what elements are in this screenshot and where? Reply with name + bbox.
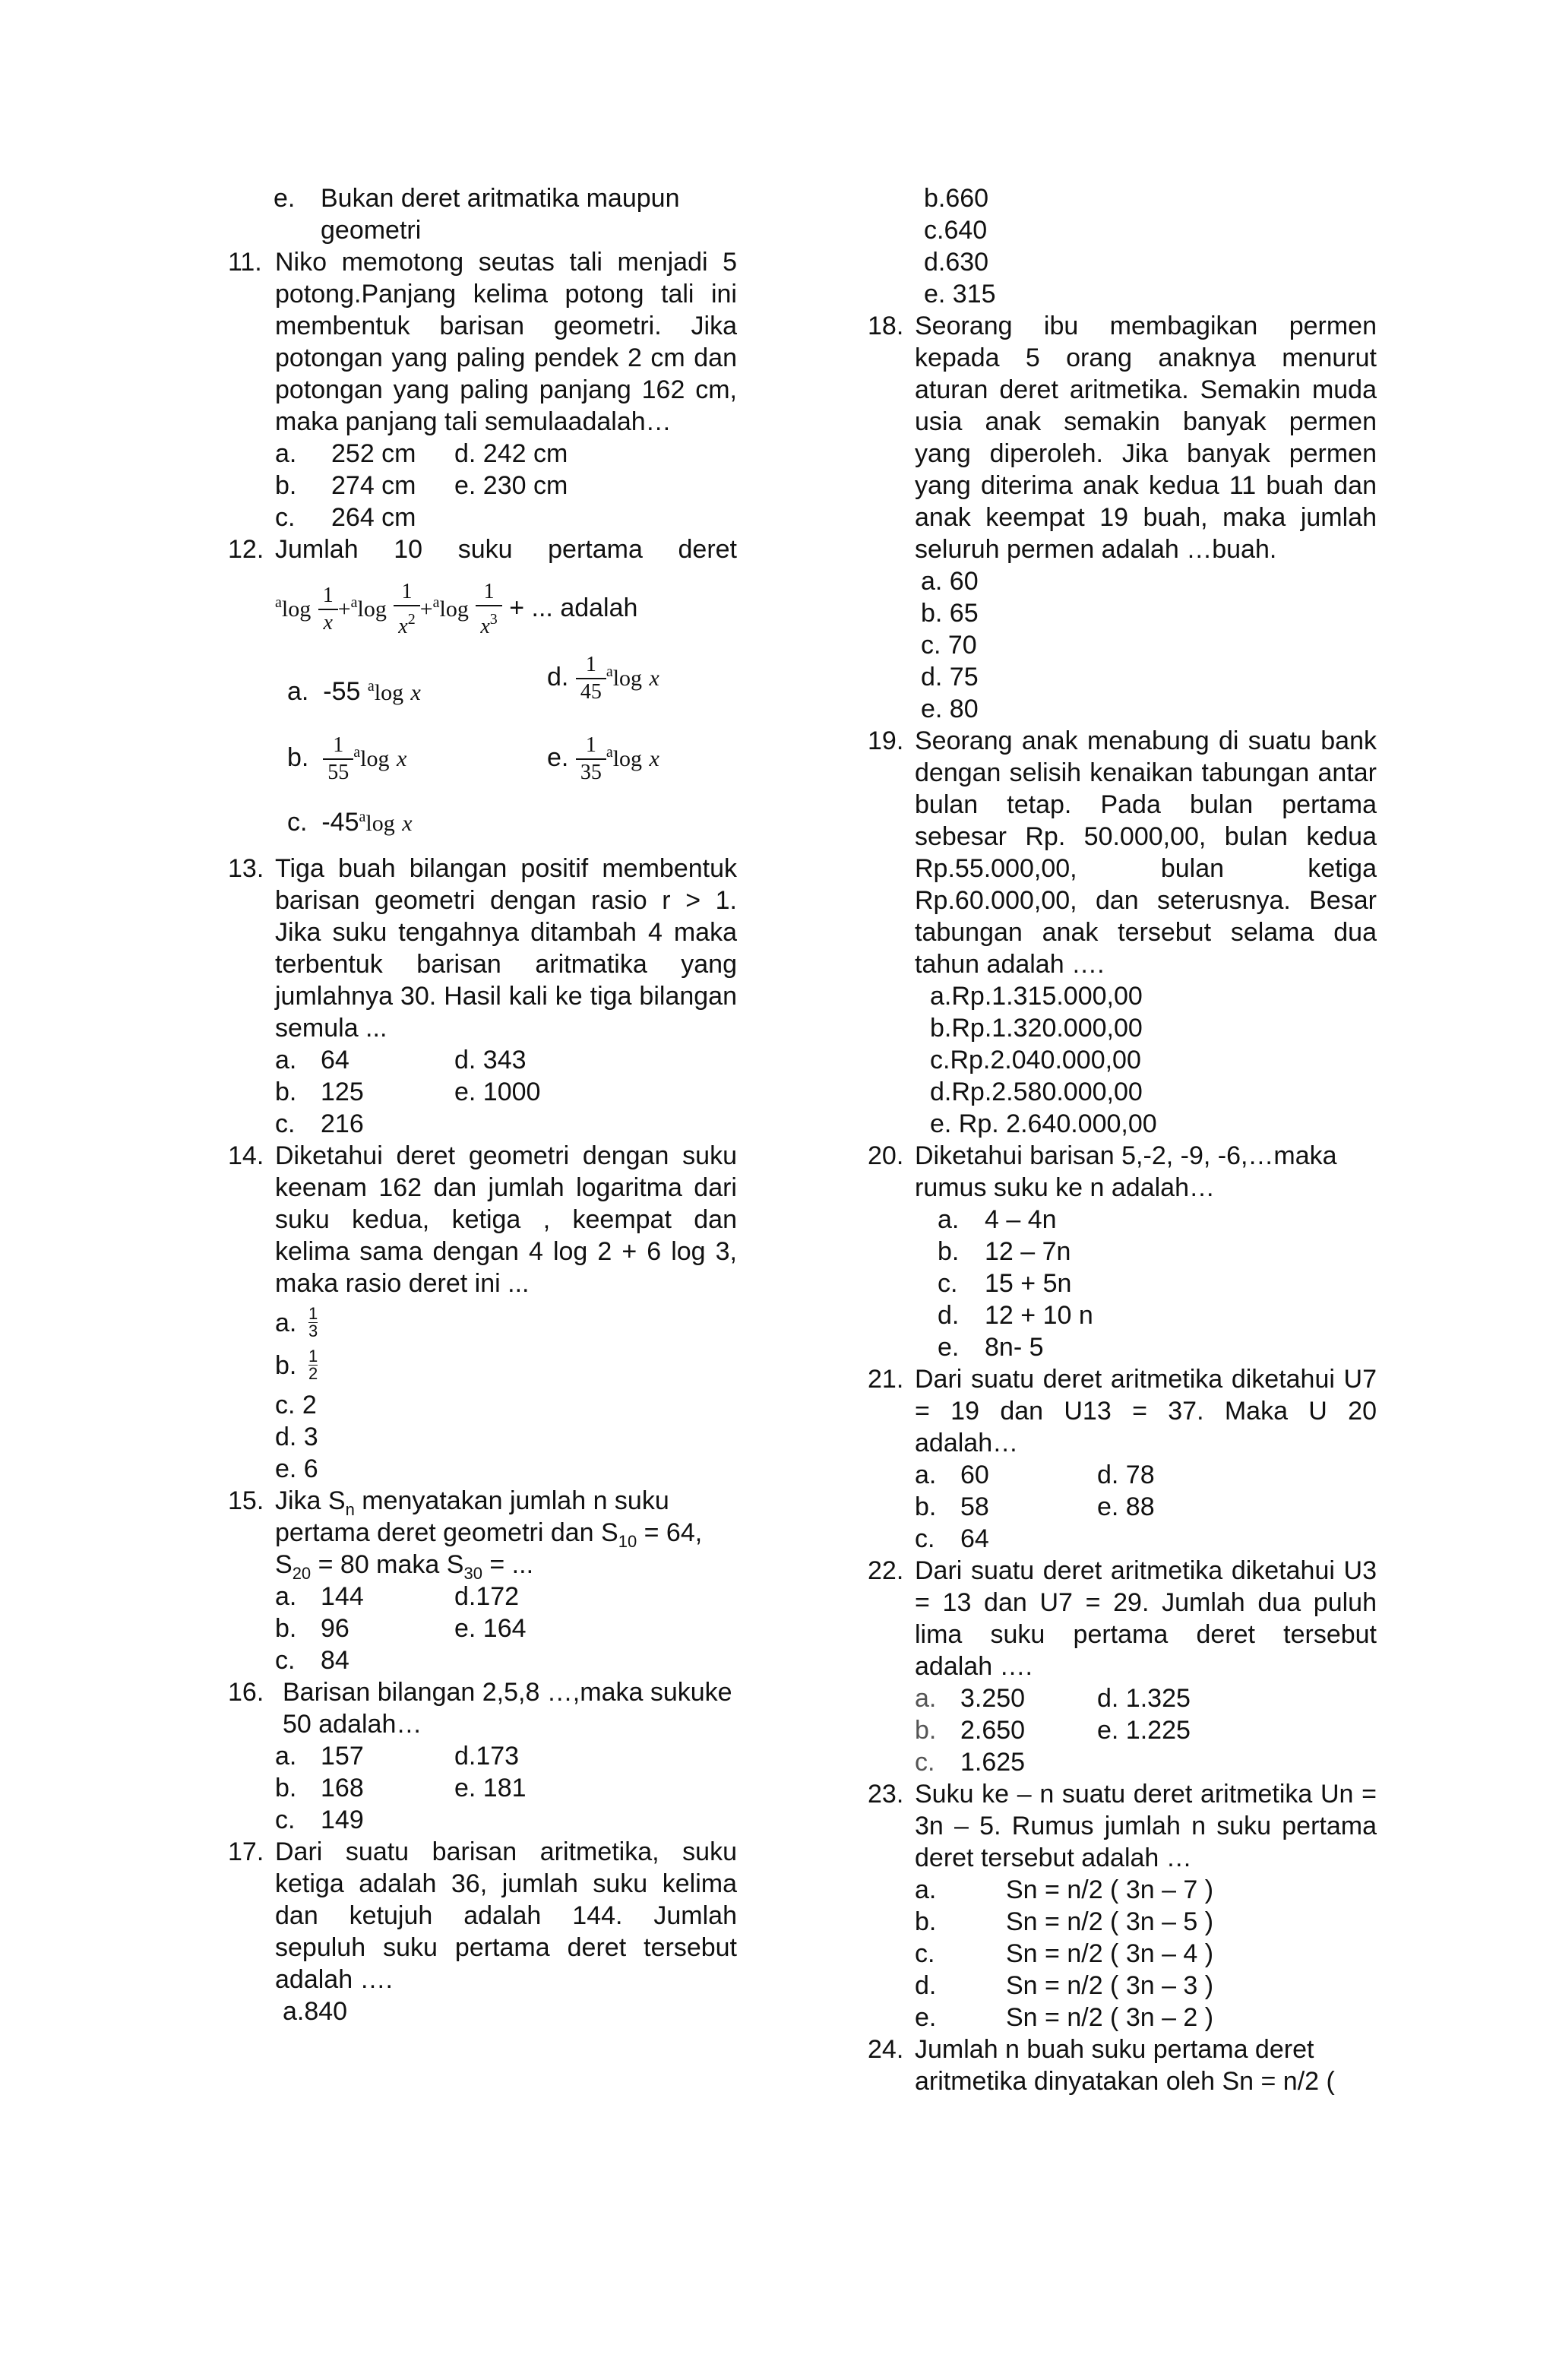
option-b — [287, 733, 406, 786]
option-row — [868, 693, 1377, 725]
option-value: 168 — [321, 1774, 364, 1802]
plus-sign: + — [337, 596, 351, 622]
option-row — [868, 246, 1377, 278]
log-argument: x — [402, 811, 413, 836]
fraction-numerator: 1 — [308, 1304, 318, 1323]
log-symbol: log — [374, 680, 404, 705]
option-alt: d. 1.325 — [1097, 1684, 1191, 1713]
option-text: e. 315 — [924, 280, 996, 309]
question-number: 22. — [868, 1556, 904, 1585]
log-argument: x — [396, 745, 407, 771]
option-text: b. 65 — [921, 599, 979, 628]
expression-tail: + ... adalah — [509, 593, 638, 622]
option-alt: d. 242 cm — [454, 439, 568, 468]
question-number: 17. — [228, 1837, 264, 1866]
option-letter: d. — [915, 1971, 937, 2000]
question-23 — [868, 1778, 1377, 1874]
option-row — [868, 1459, 1377, 1491]
option-letter: a. — [275, 1742, 297, 1771]
log-base: a — [275, 593, 282, 611]
option-text: b.Rp.1.320.000,00 — [930, 1014, 1143, 1043]
option-alt: d. 78 — [1097, 1461, 1155, 1489]
fraction-denominator: x — [398, 615, 408, 638]
option-text: d.630 — [924, 248, 989, 277]
fraction-denominator: 35 — [576, 758, 606, 786]
option-value: 3.250 — [960, 1684, 1026, 1713]
option-value: Sn = n/2 ( 3n – 2 ) — [1006, 2003, 1214, 2032]
option-alt: e. 1000 — [454, 1078, 541, 1106]
option-row — [868, 1970, 1377, 2002]
option-letter: c. — [275, 1646, 296, 1675]
option-text: Bukan deret aritmatika maupun — [321, 184, 680, 213]
option-letter: a. — [275, 1309, 297, 1337]
exponent: 2 — [407, 611, 416, 628]
log-argument: x — [649, 745, 659, 771]
option-row — [868, 565, 1377, 597]
option-value: Sn = n/2 ( 3n – 4 ) — [1006, 1939, 1214, 1968]
option-letter: a. — [915, 1875, 937, 1904]
text-part: = ... — [482, 1550, 534, 1579]
log-symbol: log — [281, 596, 312, 622]
question-20 — [868, 1140, 1377, 1204]
q12-options — [228, 653, 737, 853]
option-letter: c. — [275, 503, 296, 532]
question-number: 20. — [868, 1141, 904, 1170]
fraction-numerator: 1 — [401, 580, 413, 603]
option-letter: a. — [275, 1046, 297, 1074]
fraction-numerator: 1 — [333, 733, 344, 757]
fraction-denominator: 3 — [308, 1321, 318, 1340]
option-value: 12 – 7n — [985, 1237, 1071, 1266]
log-base: a — [606, 743, 613, 761]
option-value: 1.625 — [960, 1748, 1026, 1777]
option-value: 12 + 10 n — [985, 1301, 1093, 1330]
option-letter: b. — [915, 1907, 937, 1936]
option-row — [228, 1044, 737, 1076]
option-row — [228, 1108, 737, 1140]
fraction — [308, 1306, 318, 1340]
option-text: a. 60 — [921, 567, 979, 596]
option-row — [228, 1772, 737, 1804]
plus-sign: + — [419, 596, 433, 622]
option-value: 64 — [960, 1524, 989, 1553]
subscript: 30 — [463, 1563, 482, 1583]
question-text: Diketahui deret geometri dengan suku keenam 162 dan jumlah logaritma dari suku kedua, ketiga , keempat dan kelima sama dengan 4 log 2 + 6 log 3, maka rasio deret ini ... — [275, 1141, 737, 1298]
right-column — [868, 182, 1377, 2097]
option-row — [868, 1746, 1377, 1778]
option-value: 216 — [321, 1109, 364, 1138]
option-value: 58 — [960, 1492, 989, 1521]
question-number: 19. — [868, 726, 904, 755]
option-row — [228, 470, 737, 502]
question-number: 16. — [228, 1678, 264, 1707]
question-text — [275, 1485, 737, 1581]
option-row — [868, 1938, 1377, 1970]
option-letter: b. — [275, 1614, 297, 1643]
option-d — [547, 652, 659, 705]
log-base: a — [606, 663, 613, 680]
option-value: 125 — [321, 1078, 364, 1106]
question-number: 11. — [228, 248, 262, 277]
option-letter: a. — [938, 1205, 960, 1234]
option-value: 157 — [321, 1742, 364, 1771]
option-row — [228, 1804, 737, 1836]
question-12 — [228, 533, 737, 565]
option-row — [868, 1714, 1377, 1746]
fraction-denominator: x — [480, 615, 490, 638]
question-number: 15. — [228, 1486, 264, 1515]
option-row — [868, 1299, 1377, 1331]
option-row — [868, 980, 1377, 1012]
option-letter: c. — [915, 1524, 935, 1553]
question-10-tail — [228, 182, 737, 246]
option-row — [868, 661, 1377, 693]
question-24 — [868, 2033, 1377, 2097]
option-row — [868, 1076, 1377, 1108]
question-text: Suku ke – n suatu deret aritmetika Un = 3n – 5. Rumus jumlah n suku pertama deret tersebut adalah … — [915, 1780, 1377, 1872]
fraction-numerator: 1 — [585, 733, 596, 757]
question-18 — [868, 310, 1377, 565]
fraction-denominator: x — [323, 611, 333, 635]
option-text: e. 80 — [921, 695, 979, 723]
question-number: 23. — [868, 1780, 904, 1809]
log-series-expression — [228, 568, 737, 652]
exponent: 3 — [489, 611, 498, 628]
option-alt: e. 1.225 — [1097, 1716, 1191, 1745]
question-16 — [228, 1676, 737, 1740]
option-row — [868, 1874, 1377, 1906]
option-row — [228, 1299, 737, 1347]
option-row — [868, 629, 1377, 661]
option-letter: e. — [938, 1333, 960, 1362]
option-text: d. 3 — [275, 1423, 318, 1451]
question-number: 18. — [868, 312, 904, 340]
option-row — [228, 1740, 737, 1772]
option-row — [868, 1491, 1377, 1523]
option-row — [868, 1204, 1377, 1236]
option-letter: b. — [275, 471, 297, 500]
option-e — [547, 733, 659, 786]
question-13 — [228, 853, 737, 1044]
option-text: c.Rp.2.040.000,00 — [930, 1046, 1141, 1074]
option-letter: c. — [275, 1806, 296, 1834]
option-text: c. 2 — [275, 1391, 317, 1419]
option-row — [868, 214, 1377, 246]
question-21 — [868, 1363, 1377, 1459]
option-row — [228, 1995, 737, 2027]
option-alt: d.172 — [454, 1582, 520, 1611]
option-letter: b. — [275, 1078, 297, 1106]
option-row — [228, 1389, 737, 1421]
option-text-cont: geometri — [321, 216, 422, 245]
option-alt: e. 164 — [454, 1614, 527, 1643]
question-number: 14. — [228, 1141, 264, 1170]
log-base: a — [432, 593, 440, 611]
log-symbol: log — [612, 665, 643, 691]
question-number: 24. — [868, 2035, 904, 2064]
option-value: 8n- 5 — [985, 1333, 1044, 1362]
fraction-numerator: 1 — [322, 584, 334, 607]
option-value: 2.650 — [960, 1716, 1026, 1745]
option-row — [228, 1347, 737, 1389]
option-row — [228, 1613, 737, 1644]
option-letter: b. — [275, 1774, 297, 1802]
question-number: 21. — [868, 1365, 904, 1394]
option-row — [868, 1236, 1377, 1268]
log-symbol: log — [612, 745, 643, 771]
question-text: Dari suatu deret aritmetika diketahui U7 = 19 dan U13 = 37. Maka U 20 adalah… — [915, 1365, 1377, 1457]
option-row — [868, 1523, 1377, 1555]
option-row — [868, 278, 1377, 310]
option-text: c.640 — [924, 216, 988, 245]
option-value: 144 — [321, 1582, 364, 1611]
text-part: = 80 maka S — [311, 1550, 464, 1579]
option-value: -45 — [321, 808, 359, 837]
subscript: 10 — [618, 1531, 637, 1551]
option-row — [228, 1581, 737, 1613]
fraction — [576, 652, 606, 705]
option-value: 84 — [321, 1646, 349, 1675]
option-row — [868, 2002, 1377, 2033]
question-text: Diketahui barisan 5,-2, -9, -6,…maka rumus suku ke n adalah… — [915, 1141, 1337, 1202]
option-letter: a. — [287, 677, 309, 706]
option-text: e. Rp. 2.640.000,00 — [930, 1109, 1157, 1138]
option-row — [868, 597, 1377, 629]
option-row — [868, 1268, 1377, 1299]
question-11 — [228, 246, 737, 438]
option-alt: e. 88 — [1097, 1492, 1155, 1521]
option-letter: a. — [275, 439, 297, 468]
option-value: 15 + 5n — [985, 1269, 1072, 1298]
log-base: a — [367, 678, 375, 695]
option-letter: b. — [915, 1492, 937, 1521]
log-base: a — [353, 743, 361, 761]
option-value: 149 — [321, 1806, 364, 1834]
option-letter: b. — [287, 742, 309, 772]
log-base: a — [350, 593, 358, 611]
option-row — [868, 1108, 1377, 1140]
question-text: Jumlah n buah suku pertama deret aritmetika dinyatakan oleh Sn = n/2 ( — [915, 2035, 1335, 2096]
option-letter: e. — [915, 2003, 937, 2032]
text-part: = 64, S — [275, 1518, 703, 1579]
option-value: Sn = n/2 ( 3n – 5 ) — [1006, 1907, 1214, 1936]
option-alt: e. 230 cm — [454, 471, 568, 500]
option-letter: b. — [938, 1237, 960, 1266]
question-text: Dari suatu barisan aritmetika, suku ketiga adalah 36, jumlah suku kelima dan ketujuh adalah 144. Jumlah sepuluh suku pertama deret tersebut adalah …. — [275, 1837, 737, 1994]
option-letter: c. — [938, 1269, 958, 1298]
fraction — [576, 733, 606, 786]
option-letter: e. — [274, 184, 296, 213]
option-row — [868, 182, 1377, 214]
option-text: d.Rp.2.580.000,00 — [930, 1078, 1143, 1106]
option-row — [228, 502, 737, 533]
option-value: 252 cm — [331, 439, 416, 468]
option-c — [287, 801, 413, 840]
option-value: Sn = n/2 ( 3n – 7 ) — [1006, 1875, 1214, 1904]
option-row — [228, 1453, 737, 1485]
option-value: 60 — [960, 1461, 989, 1489]
option-text: b.660 — [924, 184, 989, 213]
question-text: Barisan bilangan 2,5,8 …,maka sukuke 50 adalah… — [283, 1678, 732, 1739]
log-symbol: log — [360, 745, 390, 771]
fraction-denominator: 45 — [576, 678, 606, 705]
option-letter: c. — [275, 1109, 296, 1138]
option-a — [287, 670, 421, 709]
log-argument: x — [649, 665, 659, 691]
option-letter: c. — [287, 808, 308, 837]
option-row — [228, 438, 737, 470]
option-letter: b. — [915, 1716, 937, 1745]
option-letter: c. — [915, 1939, 935, 1968]
option-row — [868, 1012, 1377, 1044]
text-part: Jika S — [275, 1486, 346, 1515]
question-22 — [868, 1555, 1377, 1682]
option-alt: d.173 — [454, 1742, 520, 1771]
option-text: a.840 — [283, 1997, 348, 2026]
option-row — [868, 1682, 1377, 1714]
fraction — [308, 1348, 318, 1382]
option-letter: a. — [915, 1684, 937, 1713]
question-text: Tiga buah bilangan positif membentuk barisan geometri dengan rasio r > 1. Jika suku tengahnya ditambah 4 maka terbentuk barisan aritmatika yang jumlahnya 30. Hasil kali ke tiga bilangan semula ... — [275, 854, 737, 1043]
fraction — [394, 579, 419, 640]
question-14 — [228, 1140, 737, 1299]
text-part: menyatakan jumlah n suku pertama deret geometri dan S — [275, 1486, 669, 1547]
option-row — [228, 1644, 737, 1676]
fraction-denominator: 2 — [308, 1364, 318, 1383]
log-argument: x — [410, 680, 421, 705]
question-number: 12. — [228, 535, 264, 564]
question-text: Dari suatu deret aritmetika diketahui U3 = 13 dan U7 = 29. Jumlah dua puluh lima suku pertama deret tersebut adalah …. — [915, 1556, 1377, 1681]
log-symbol: log — [357, 596, 387, 622]
option-letter: b. — [275, 1351, 297, 1380]
option-alt: d. 343 — [454, 1046, 527, 1074]
fraction — [323, 733, 353, 786]
option-value: 64 — [321, 1046, 349, 1074]
option-value: 4 – 4n — [985, 1205, 1057, 1234]
subscript: n — [345, 1499, 355, 1519]
option-row — [228, 1076, 737, 1108]
option-letter: a. — [275, 1582, 297, 1611]
option-letter: e. — [547, 742, 569, 772]
option-letter: d. — [547, 662, 569, 692]
fraction — [318, 583, 338, 636]
fraction-numerator: 1 — [483, 580, 495, 603]
option-value: 274 cm — [331, 471, 416, 500]
option-row — [868, 1044, 1377, 1076]
question-17 — [228, 1836, 737, 1995]
left-column — [228, 182, 737, 2027]
question-15 — [228, 1485, 737, 1581]
fraction — [476, 579, 501, 640]
option-row — [868, 1906, 1377, 1938]
option-text: d. 75 — [921, 663, 979, 692]
option-text: e. 6 — [275, 1454, 318, 1483]
option-letter: a. — [915, 1461, 937, 1489]
question-text: Seorang anak menabung di suatu bank dengan selisih kenaikan tabungan antar bulan tetap. Pada bulan pertama sebesar Rp. 50.000,00, bulan kedua Rp.55.000,00, bulan ketiga Rp.60.000,00, dan seterusnya. Besar tabungan anak tersebut selama dua tahun adalah …. — [915, 726, 1377, 979]
option-value: 96 — [321, 1614, 349, 1643]
log-symbol: log — [365, 811, 395, 836]
question-text: Niko memotong seutas tali menjadi 5 potong.Panjang kelima potong tali ini membentuk barisan geometri. Jika potongan yang paling pendek 2 cm dan potongan yang paling panjang 162 cm, maka panjang tali semulaadalah… — [275, 248, 737, 436]
option-value: 264 cm — [331, 503, 416, 532]
option-alt: e. 181 — [454, 1774, 527, 1802]
option-row — [228, 1421, 737, 1453]
option-value: -55 — [323, 677, 361, 706]
subscript: 20 — [292, 1563, 312, 1583]
question-text: Seorang ibu membagikan permen kepada 5 orang anaknya menurut aturan deret aritmetika. Semakin muda usia anak semakin banyak permen yang diperoleh. Jika banyak permen yang diterima anak kedua 11 buah dan anak keempat 19 buah, maka jumlah seluruh permen adalah …buah. — [915, 312, 1377, 564]
fraction-numerator: 1 — [308, 1347, 318, 1366]
option-value: Sn = n/2 ( 3n – 3 ) — [1006, 1971, 1214, 2000]
question-text: Jumlah 10 suku pertama deret — [275, 535, 737, 564]
option-row — [868, 1331, 1377, 1363]
fraction-denominator: 55 — [323, 758, 353, 786]
fraction-numerator: 1 — [585, 653, 596, 676]
question-19 — [868, 725, 1377, 980]
option-letter: c. — [915, 1748, 935, 1777]
option-letter: d. — [938, 1301, 960, 1330]
log-base: a — [359, 809, 366, 825]
question-number: 13. — [228, 854, 264, 883]
option-text: c. 70 — [921, 631, 977, 660]
log-symbol: log — [439, 596, 469, 622]
option-text: a.Rp.1.315.000,00 — [930, 982, 1143, 1011]
